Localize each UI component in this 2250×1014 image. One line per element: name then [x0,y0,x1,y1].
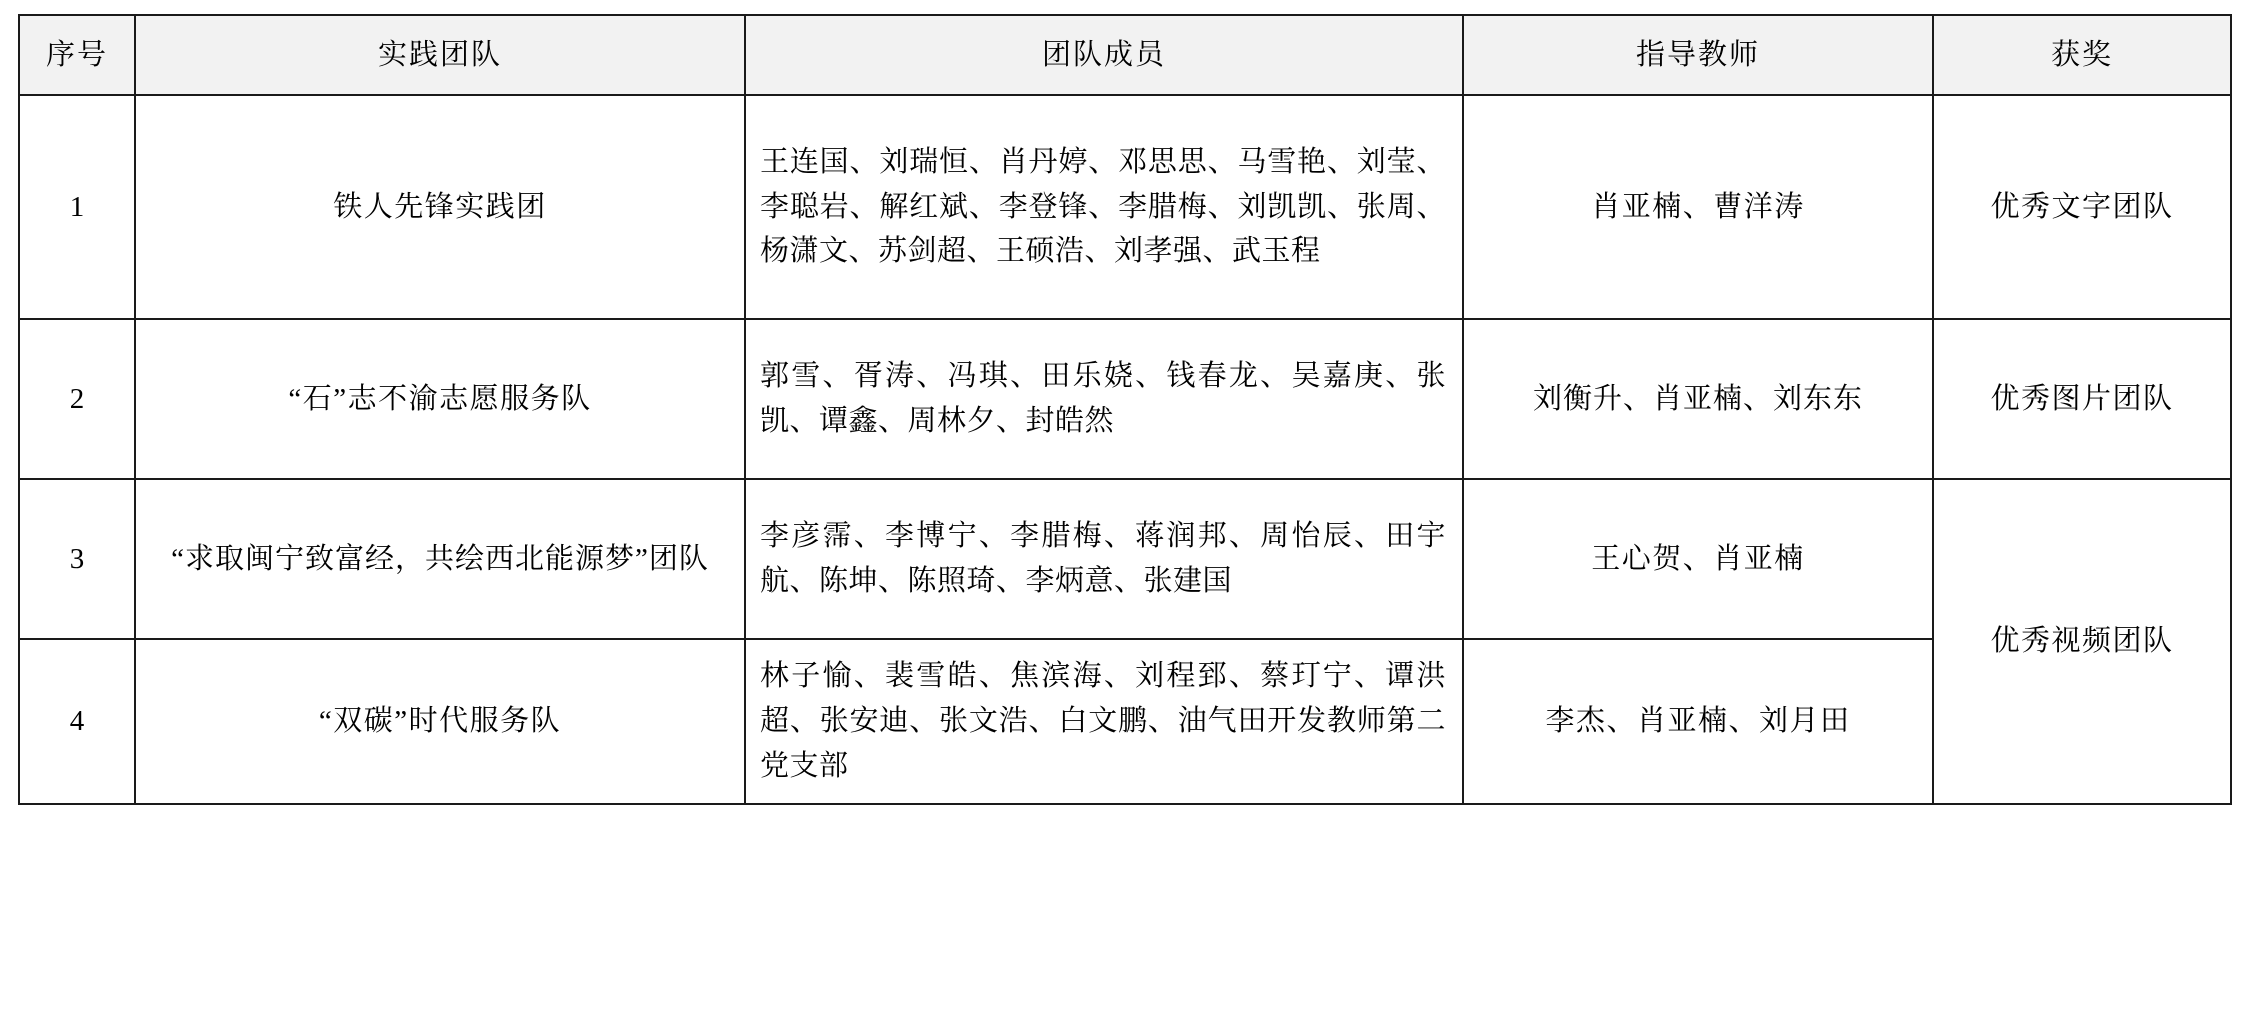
cell-members [745,95,1463,319]
cell-team-text: “石”志不渝志愿服务队 [288,382,592,415]
cell-team [135,319,745,479]
cell-members-text: 林子愉、裴雪皓、焦滨海、刘程郅、蔡玎宁、谭洪超、张安迪、张文浩、白文鹏、油气田开发教师第二党支部 [760,660,1446,782]
cell-award [1933,319,2231,479]
cell-index: 4 [19,639,135,804]
column-header-team: 实践团队 [135,15,745,95]
cell-teachers-text: 刘衡升、肖亚楠、刘东东 [1532,382,1863,415]
cell-award [1933,95,2231,319]
column-header-index: 序号 [19,15,135,95]
cell-members [745,639,1463,804]
cell-team-text: “求取闽宁致富经，共绘西北能源梦”团队 [171,542,709,575]
cell-members-text: 李彦霈、李博宁、李腊梅、蒋润邦、周怡辰、田宇航、陈坤、陈照琦、李炳意、张建国 [760,520,1446,597]
table-header [19,15,2231,95]
cell-award-text: 优秀文字团队 [1990,190,2174,223]
table-row [19,639,2231,804]
table-header-row [19,15,2231,95]
cell-award-merged [1933,479,2231,804]
cell-index: 1 [19,95,135,319]
column-header-award: 获奖 [1933,15,2231,95]
cell-index: 2 [19,319,135,479]
table-row [19,479,2231,639]
cell-teachers-text: 王心贺、肖亚楠 [1591,542,1805,575]
table-row [19,95,2231,319]
column-header-members: 团队成员 [745,15,1463,95]
table-row [19,319,2231,479]
award-table [18,14,2232,805]
cell-award-text: 优秀图片团队 [1990,382,2174,415]
cell-teachers [1463,319,1933,479]
cell-team [135,639,745,804]
cell-index: 3 [19,479,135,639]
cell-team [135,95,745,319]
column-header-teachers: 指导教师 [1463,15,1933,95]
cell-members [745,479,1463,639]
cell-team [135,479,745,639]
document-page [0,14,2250,1014]
cell-members-text: 郭雪、胥涛、冯琪、田乐娆、钱春龙、吴嘉庚、张凯、谭鑫、周林夕、封皓然 [760,360,1446,437]
cell-teachers [1463,639,1933,804]
cell-members [745,319,1463,479]
cell-teachers-text: 李杰、肖亚楠、刘月田 [1545,704,1851,737]
cell-members-text: 王连国、刘瑞恒、肖丹婷、邓思思、马雪艳、刘莹、李聪岩、解红斌、李登锋、李腊梅、刘凯凯、张周、杨潇文、苏剑超、王硕浩、刘孝强、武玉程 [760,145,1446,268]
cell-teachers [1463,95,1933,319]
cell-award-text: 优秀视频团队 [1990,624,2174,657]
cell-teachers-text: 肖亚楠、曹洋涛 [1591,190,1805,223]
cell-team-text: “双碳”时代服务队 [318,704,562,737]
table-body [19,95,2231,804]
cell-teachers [1463,479,1933,639]
cell-team-text: 铁人先锋实践团 [333,190,547,223]
